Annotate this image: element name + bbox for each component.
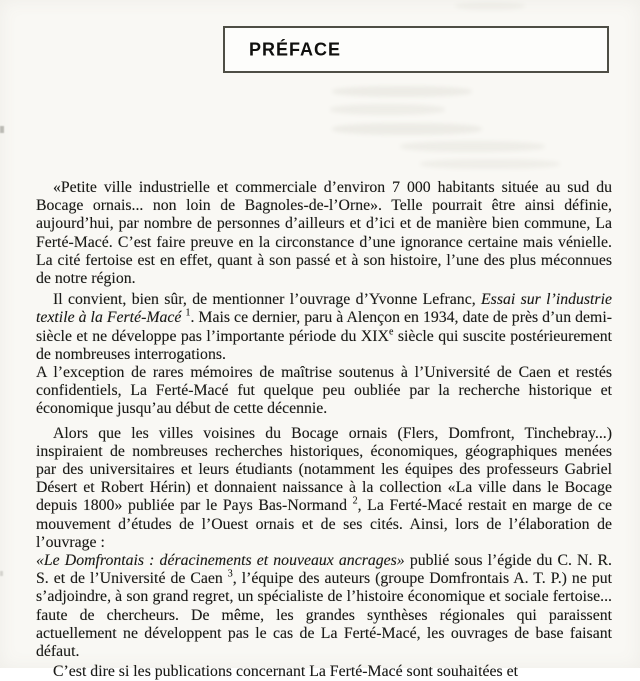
showthrough-smudge	[400, 141, 545, 152]
paragraph: «Petite ville industrielle et commerciale d’environ 7 000 habitants située au sud du Bocage ornais... non loin de Bagnoles-de-l’Orne». Telle pourrait être ainsi définie, aujourd’hui, par nombre de personnes d’ailleurs et d’ici et de manière bien commune, La Ferté-Macé. C’est faire preuve en la circonstance d’une ignorance certaine mais vénielle. La cité fertoise est en effet, quant à son passé et à son histoire, l’une des plus méconnues de notre région.	[36, 179, 612, 288]
paragraph: C’est dire si les publications concernant La Ferté-Macé sont souhaitées et	[53, 663, 518, 681]
paragraph: Il convient, bien sûr, de mentionner l’ouvrage d’Yvonne Lefranc, Essai sur l’industrie textile à la Ferté-Macé $^1$. Mais ce dernier, paru à Alençon en 1934, date de près d’un demi-siècle et ne développe pas l’importante période du XIXe siècle qui suscite postérieurement de nombreuses interrogations. A l’exception de rares mémoires de maîtrise soutenus à l’Université de Caen et restés confidentiels, La Ferté-Macé fut quelque peu oubliée par la recherche historique et économique jusqu’au début de cette décennie.	[36, 291, 612, 418]
preface-title: PRÉFACE	[249, 39, 342, 59]
preface-box	[223, 26, 609, 73]
showthrough-smudge	[420, 159, 560, 169]
showthrough-smudge	[330, 104, 445, 115]
paragraph: Alors que les villes voisines du Bocage ornais (Flers, Domfront, Tinchebray...) inspiraient de nombreuses recherches historiques, économiques, géographiques menées par des universitaires et leurs étudiants (notamment les équipes des professeurs Gabriel Désert et Robert Hérin) et donnaient naissance à la collection «La ville dans le Bocage depuis 1800» publiée par le Pays Bas-Normand $^2$, La Ferté-Macé restait en marge de ce mouvement d’études de l’Ouest ornais et de ses cités. Ainsi, lors de l’élaboration de l’ouvrage : «Le Domfrontais : déracinements et nouveaux ancrages» publié sous l’égide du C. N. R. S. et de l’Université de Caen $^3$, l’équipe des auteurs (groupe Domfrontais A. T. P.) ne put s’adjoindre, à son grand regret, un spécialiste de l’histoire économique et sociale fertoise... faute de chercheurs. De même, les grandes synthèses régionales qui paraissent actuellement ne développent pas le cas de La Ferté-Macé, les ouvrages de base faisant défaut.	[36, 424, 612, 661]
preface-paragraphs	[36, 179, 612, 681]
scan-speck	[0, 571, 3, 576]
showthrough-smudge	[332, 86, 472, 97]
showthrough-smudge	[332, 123, 482, 135]
scan-speck	[0, 126, 4, 133]
showthrough-smudge	[455, 2, 525, 10]
